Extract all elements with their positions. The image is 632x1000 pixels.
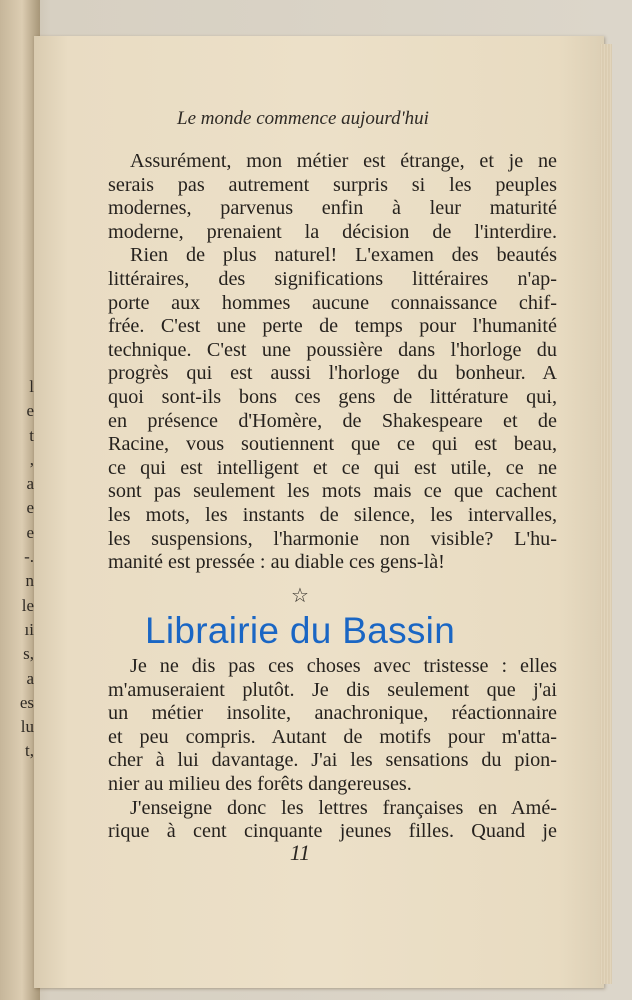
text-line: serais pas autrement surpris si les peuples [108, 173, 557, 196]
fragment: t, [25, 741, 34, 761]
text-line: porte aux hommes aucune connaissance chif- [108, 291, 557, 314]
fragment: s, [23, 644, 34, 664]
facing-page-text [14, 375, 34, 764]
text-line: ce qui est intelligent et ce qui est utile, ce ne [108, 456, 557, 479]
text-line: moderne, prenaient la décision de l'interdire. [108, 220, 557, 243]
text-line: les mots, les instants de silence, les intervalles, [108, 503, 557, 526]
body-text-top [108, 150, 557, 575]
text-line: manité est pressée : au diable ces gens-là! [108, 551, 445, 574]
fragment: ıi [24, 619, 34, 639]
fragment: le [21, 595, 34, 615]
text-line: progrès qui est aussi l'horloge du bonheur. A [108, 362, 557, 385]
text-line: cher à lui davantage. J'ai les sensations du pion- [108, 749, 557, 772]
text-line: J'enseigne donc les lettres françaises en Amé- [130, 796, 557, 819]
fragment: a [26, 668, 34, 688]
text-line: quoi sont-ils bons ces gens de littérature qui, [108, 385, 557, 408]
page-number: 11 [289, 840, 311, 865]
text-line: nier au milieu des forêts dangereuses. [108, 772, 412, 795]
text-line: sont pas seulement les mots mais ce que cachent [108, 480, 557, 503]
fragment: a [26, 474, 34, 494]
fragment: e [26, 522, 34, 542]
text-line: frée. C'est une perte de temps pour l'humanité [108, 315, 557, 338]
text-line: rique à cent cinquante jeunes filles. Quand je [108, 820, 557, 843]
fragment: e [26, 401, 34, 421]
text-line: en présence d'Homère, de Shakespeare et de [108, 409, 557, 432]
text-line: et peu compris. Autant de motifs pour m'atta- [108, 725, 557, 748]
text-line: Racine, vous soutiennent que ce qui est beau, [108, 433, 557, 456]
fragment: , [29, 449, 34, 469]
body-text-bottom [108, 655, 557, 844]
fragment: t [29, 425, 34, 445]
text-line: Je ne dis pas ces choses avec tristesse : elles [130, 655, 557, 677]
text-line: Assurément, mon métier est étrange, et je ne [130, 150, 557, 172]
fragment: l [29, 377, 34, 396]
fragment: lu [20, 717, 34, 737]
text-line: technique. C'est une poussière dans l'horloge du [108, 338, 557, 361]
text-line: m'amuseraient plutôt. Je dis seulement que j'ai [108, 678, 557, 701]
fragment: n [25, 571, 34, 591]
fragment: es [19, 692, 34, 712]
running-head: Le monde commence aujourd'hui [177, 108, 429, 129]
text-line: Rien de plus naturel! L'examen des beautés [130, 244, 557, 267]
section-star-ornament: ☆ [291, 585, 309, 607]
text-line: un métier insolite, anachronique, réactionnaire [108, 702, 557, 725]
fragment: e [26, 498, 34, 518]
text-line: littéraires, des significations littéraires n'ap- [108, 267, 557, 290]
text-line: modernes, parvenus enfin à leur maturité [108, 197, 557, 220]
page-edges [600, 44, 612, 984]
fragment: -. [24, 547, 34, 567]
watermark-text: Librairie du Bassin [145, 610, 456, 651]
text-line: les suspensions, l'harmonie non visible? L'hu- [108, 527, 557, 550]
